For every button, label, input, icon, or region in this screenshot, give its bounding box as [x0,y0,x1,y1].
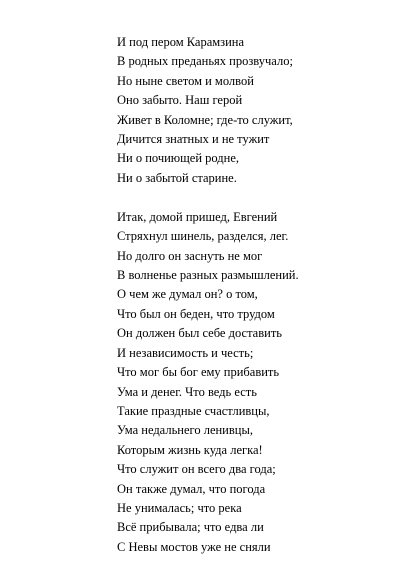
poem-line: Такие праздные счастливцы, [117,403,270,418]
poem-line: Стряхнул шинель, разделся, лег. [117,229,289,244]
poem-line: Он должен был себе доставить [117,326,282,341]
poem-line: И независимость и честь; [117,345,254,360]
poem-line: Живет в Коломне; где-то служит, [117,112,293,127]
poem-line: С Невы мостов уже не сняли [117,539,271,554]
poem-line: Но долго он заснуть не мог [117,248,263,263]
poem-line: Дичится знатных и не тужит [117,132,270,147]
stanza-2 [117,208,387,557]
poem-line: Но ныне светом и молвой [117,73,254,88]
poem-line: Что был он беден, что трудом [117,306,275,321]
poem-line: Он также думал, что погода [117,481,266,496]
stanza-1 [117,33,387,188]
poem-line: Ни о забытой старине. [117,170,237,185]
poem-line: Всё прибывала; что едва ли [117,520,264,535]
poem-line: Что мог бы бог ему прибавить [117,365,280,380]
poem-line: Итак, домой пришед, Евгений [117,209,278,224]
poem-line: Ни о почиющей родне, [117,151,239,166]
poem-line: Ума недальнего ленивцы, [117,423,253,438]
poem-line: Ума и денег. Что ведь есть [117,384,257,399]
poem-line: Не унималась; что река [117,500,242,515]
poem-line: Которым жизнь куда легка! [117,442,263,457]
poem-line: Оно забыто. Наш герой [117,93,243,108]
poem-line: О чем же думал он? о том, [117,287,258,302]
poem-line: В родных преданьях прозвучало; [117,54,293,69]
poem-line: Что служит он всего два года; [117,462,276,477]
poem-line: И под пером Карамзина [117,35,245,49]
poem-text [117,33,387,557]
poem-line: В волненье разных размышлений. [117,268,299,283]
